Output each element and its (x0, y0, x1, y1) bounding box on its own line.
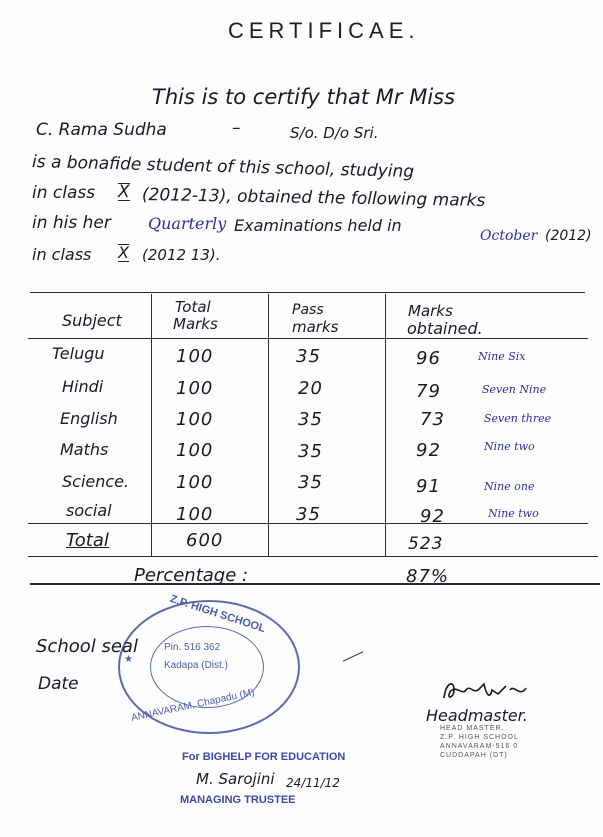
class-line-2a: in class (32, 245, 92, 264)
header-obtained-1: Marks (408, 302, 453, 320)
col-divider-1 (151, 294, 152, 556)
bonafide-line: is a bonafide student of this school, studying (31, 152, 415, 183)
row-subject: English (60, 409, 118, 428)
row-words: Nine two (488, 507, 539, 520)
table-header-rule (28, 338, 588, 339)
certify-line: This is to certify that Mr Miss (152, 85, 456, 109)
obtained-total: 523 (408, 534, 444, 554)
percentage-rule (30, 583, 600, 585)
row-total: 100 (176, 346, 214, 367)
school-seal-label: School seal (36, 636, 138, 657)
row-pass: 35 (298, 409, 323, 430)
exam-year: (2012) (545, 228, 592, 244)
row-subject: social (66, 501, 112, 520)
row-words: Nine one (484, 480, 535, 493)
seal-pin: Pin. 516 362 (164, 642, 221, 653)
row-pass: 35 (298, 472, 323, 493)
percentage-value: 87% (406, 566, 450, 587)
exam-month: October (480, 228, 538, 244)
header-obtained-2: obtained. (407, 319, 483, 338)
headmaster-stamp-4: CUDDAPAH (DT) (440, 752, 508, 759)
exam-line-b: Examinations held in (234, 216, 402, 235)
managing-trustee-label: MANAGING TRUSTEE (180, 794, 296, 806)
seal-star-icon: ★ (124, 654, 133, 665)
seal-district: Kadapa (Dist.) (164, 660, 228, 671)
row-pass: 35 (298, 441, 323, 462)
header-total-1: Total (175, 298, 211, 316)
row-marks: 92 (416, 440, 441, 461)
row-marks: 73 (420, 409, 445, 430)
row-total: 100 (176, 472, 214, 493)
for-bighelp-line: For BIGHELP FOR EDUCATION (182, 751, 346, 763)
row-subject: Hindi (62, 377, 104, 396)
total-value: 600 (186, 530, 224, 551)
parent-label: S/o. D/o Sri. (290, 124, 379, 142)
seal-school-name: Z.P. HIGH SCHOOL (168, 592, 267, 636)
row-subject: Maths (60, 440, 109, 459)
row-total: 100 (176, 378, 214, 399)
row-pass: 20 (298, 378, 323, 399)
seal-place: ANNAVARAM, Chapadu (M) (130, 687, 256, 724)
trustee-signature: M. Sarojini (196, 770, 275, 788)
col-divider-3 (385, 294, 386, 556)
row-total: 100 (176, 440, 214, 461)
headmaster-stamp-1: HEAD MASTER, (440, 725, 505, 732)
class-line-b: (2012-13), obtained the following marks (141, 185, 486, 211)
school-seal-stamp (118, 592, 300, 734)
row-total: 100 (176, 504, 214, 525)
headmaster-label: Headmaster. (426, 706, 528, 725)
total-label: Total (66, 530, 109, 551)
row-pass: 35 (296, 346, 321, 367)
row-words: Seven Nine (482, 383, 547, 396)
row-marks: 92 (420, 506, 445, 527)
exam-line-a: in his her (32, 213, 111, 233)
date-label: Date (38, 674, 79, 694)
student-name: C. Rama Sudha (36, 120, 167, 140)
row-words: Seven three (484, 412, 552, 425)
row-words: Nine Six (478, 350, 526, 363)
table-top-rule (30, 292, 585, 293)
row-subject: Telugu (52, 344, 105, 363)
row-marks: 91 (416, 476, 441, 497)
header-subject: Subject (62, 311, 122, 330)
class-line-a: in class (32, 183, 96, 203)
row-total: 100 (176, 409, 214, 430)
class-numeral-2: X (118, 243, 129, 262)
exam-name: Quarterly (148, 214, 227, 233)
col-divider-2 (268, 294, 269, 556)
percentage-label: Percentage : (134, 565, 249, 586)
header-pass-1: Pass (292, 302, 324, 318)
class-line-2b: (2012 13). (142, 246, 221, 264)
row-subject: Science. (62, 472, 130, 491)
header-total-2: Marks (173, 315, 218, 333)
header-pass-2: marks (292, 318, 339, 336)
table-total-rule (28, 556, 598, 557)
row-marks: 96 (416, 348, 441, 369)
row-marks: 79 (416, 381, 441, 402)
certificate-title: CERTIFICAE. (228, 18, 420, 43)
dash: – (232, 118, 241, 138)
class-numeral: X (118, 182, 130, 202)
row-words: Nine two (484, 440, 535, 453)
row-pass: 35 (296, 504, 321, 525)
pen-mark (343, 651, 363, 661)
headmaster-stamp-2: Z.P. HIGH SCHOOL (440, 734, 519, 741)
headmaster-stamp-3: ANNAVARAM-516 0 (440, 743, 519, 750)
trustee-sign-date: 24/11/12 (286, 776, 340, 790)
